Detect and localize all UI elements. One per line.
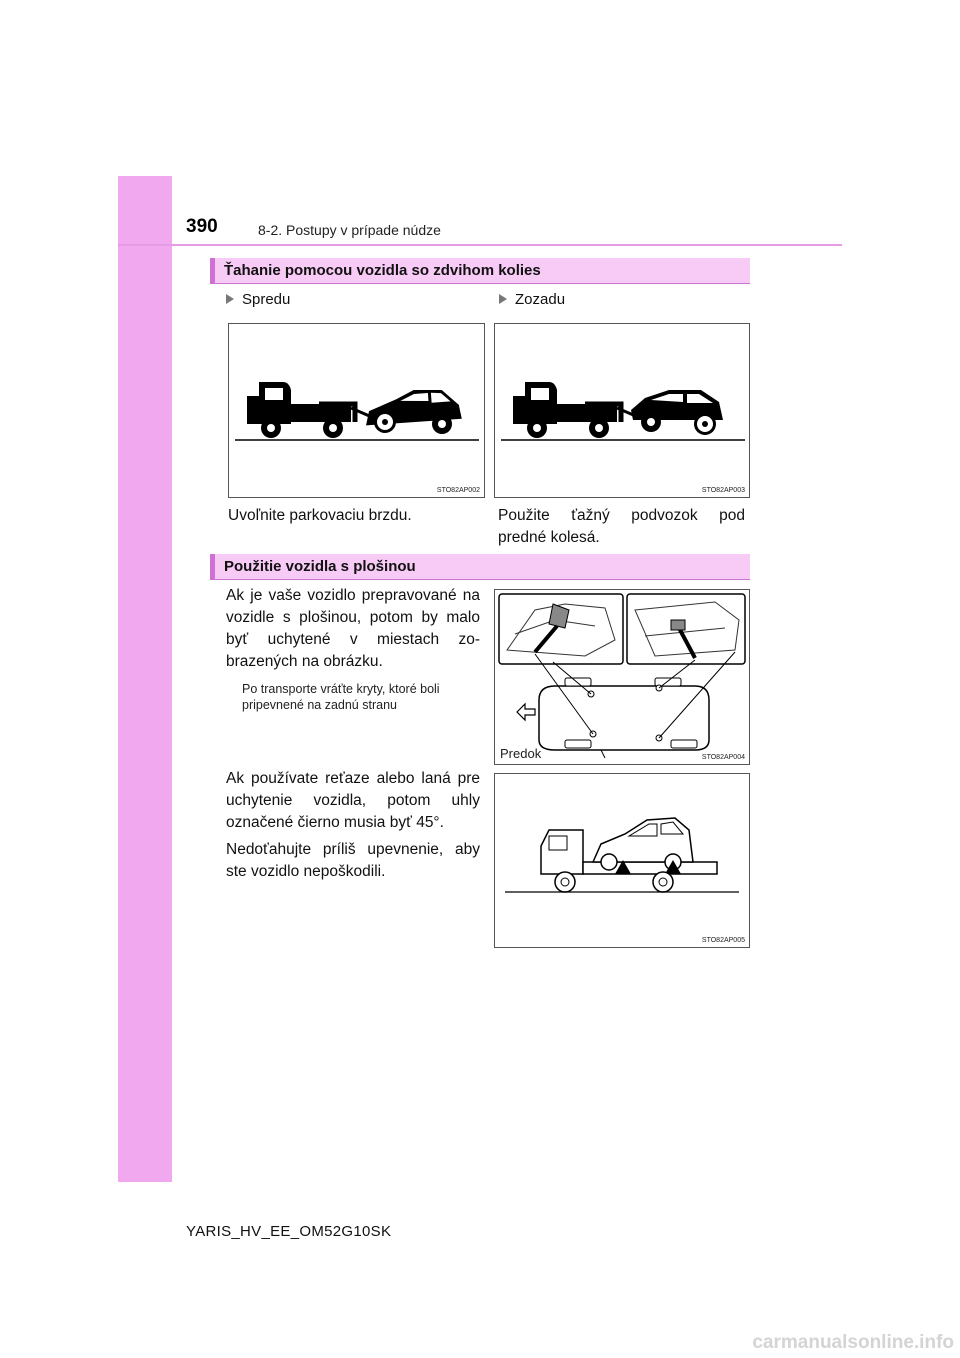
triangle-bullet-icon [226,294,234,304]
tighten-paragraph: Nedoťahujte príliš upevnenie, aby ste vozidlo nepoškodili. [226,841,480,880]
bullet-rear-label: Zozadu [515,291,566,308]
section-title-flatbed: Použitie vozidla s plošinou [210,554,750,580]
page-sidebar-tab [118,176,172,1182]
flatbed-truck-drawing [495,774,749,947]
section-title-wheel-lift: Ťahanie pomocou vozidla so zdvihom kolies [210,258,750,284]
header-rule [118,244,842,246]
image-code: STO82AP003 [701,487,745,494]
image-label-front: Predok [500,746,542,761]
watermark: carmanualsonline.info [752,1332,954,1353]
footer-document-code: YARIS_HV_EE_OM52G10SK [186,1223,392,1240]
image-code: STO82AP004 [701,754,745,761]
bullet-rear [499,291,565,308]
flatbed-paragraph: Ak je vaše vozidlo prepravované na vozidle s plošinou, potom by malo byť uchytené v miestach zo-brazených na obrázku. [226,587,480,670]
tow-truck-front-drawing [229,324,484,497]
tow-front-illustration [228,323,485,498]
image-code: STO82AP005 [701,937,745,944]
tow-truck-rear-drawing [495,324,749,497]
bullet-front [226,291,290,308]
bullet-front-label: Spredu [242,291,291,308]
caption-rear: Použite ťažný podvozok pod predné kolesá. [498,507,745,546]
tow-rear-illustration [494,323,750,498]
page-number: 390 [186,216,218,237]
triangle-bullet-icon [499,294,507,304]
flatbed-truck-illustration [494,773,750,948]
image-code: STO82AP002 [436,487,480,494]
section-heading: 8-2. Postupy v prípade núdze [258,222,441,238]
tie-down-points-drawing [495,590,749,764]
chains-paragraph: Ak používate reťaze alebo laná pre uchytenie vozidla, potom uhly označené čierno musia byť 45°. [226,770,480,831]
tie-down-points-illustration [494,589,750,765]
caption-front: Uvoľnite parkovaciu brzdu. [228,507,412,524]
flatbed-note: Po transporte vráťte kryty, ktoré boli pripevnené na zadnú stranu [242,682,440,712]
